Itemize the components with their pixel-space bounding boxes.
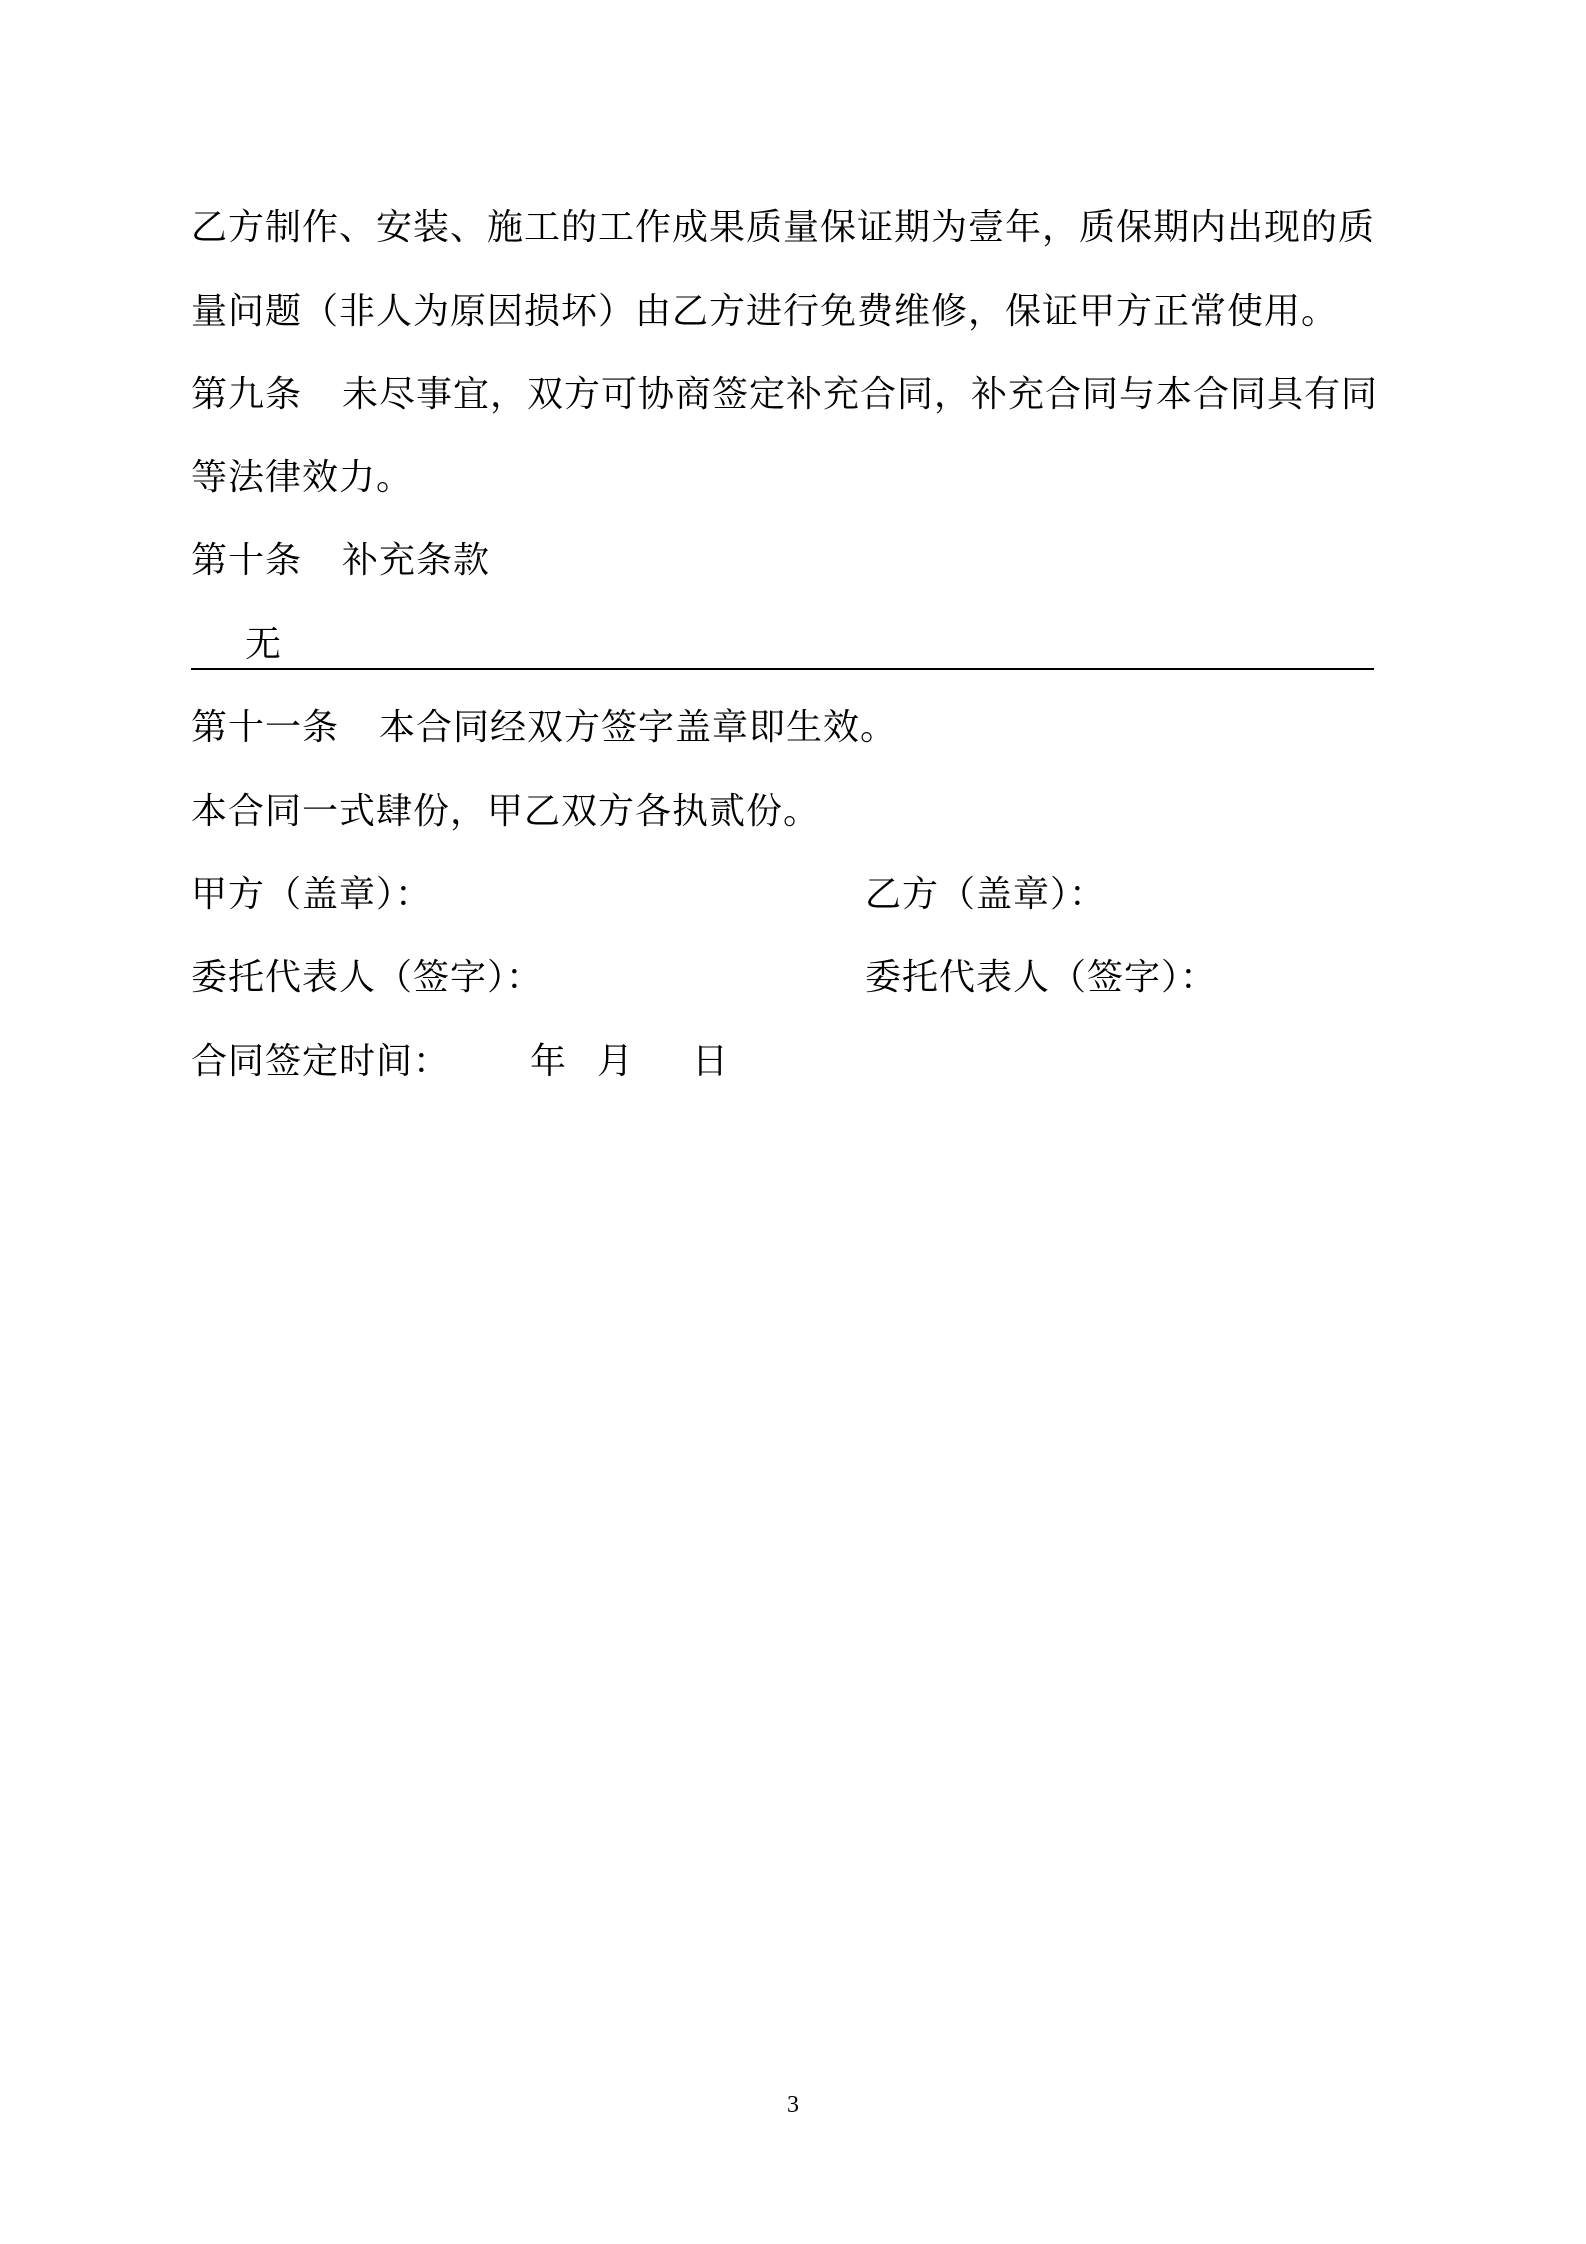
clause9-text: 未尽事宜，双方可协商签定补充合同，补充合同与本合同具有同 [342,374,1379,415]
signing-date-label: 合同签定时间： [191,1041,451,1082]
clause9-line2: 等法律效力。 [191,457,414,498]
clause11-line [191,706,897,750]
page-number: 3 [787,2092,799,2118]
party-a-rep-label: 委托代表人（签字）： [191,957,544,998]
date-year: 年 [530,1041,568,1082]
copies-line: 本合同一式肆份，甲乙双方各执贰份。 [191,791,821,832]
clause10-title: 补充条款 [342,540,491,581]
party-b-seal-label: 乙方（盖章）： [865,874,1107,915]
clause9-line1 [191,373,1378,417]
clause10-content: 无 [245,624,283,665]
clause8-line1: 乙方制作、安装、施工的工作成果质量保证期为壹年，质保期内出现的质 [191,207,1376,248]
clause11-number: 第十一条 [191,707,340,748]
clause9-number: 第九条 [191,374,303,415]
date-month: 月 [597,1041,635,1082]
clause10-underline [191,668,1374,670]
clause11-text: 本合同经双方签字盖章即生效。 [379,707,898,748]
clause10-heading [191,539,490,583]
clause10-number: 第十条 [191,540,303,581]
party-b-rep-label: 委托代表人（签字）： [865,957,1218,998]
date-day: 日 [692,1041,730,1082]
clause8-line2: 量问题（非人为原因损坏）由乙方进行免费维修，保证甲方正常使用。 [191,291,1339,332]
party-a-seal-label: 甲方（盖章）： [191,874,433,915]
signing-date-line [191,1040,729,1084]
